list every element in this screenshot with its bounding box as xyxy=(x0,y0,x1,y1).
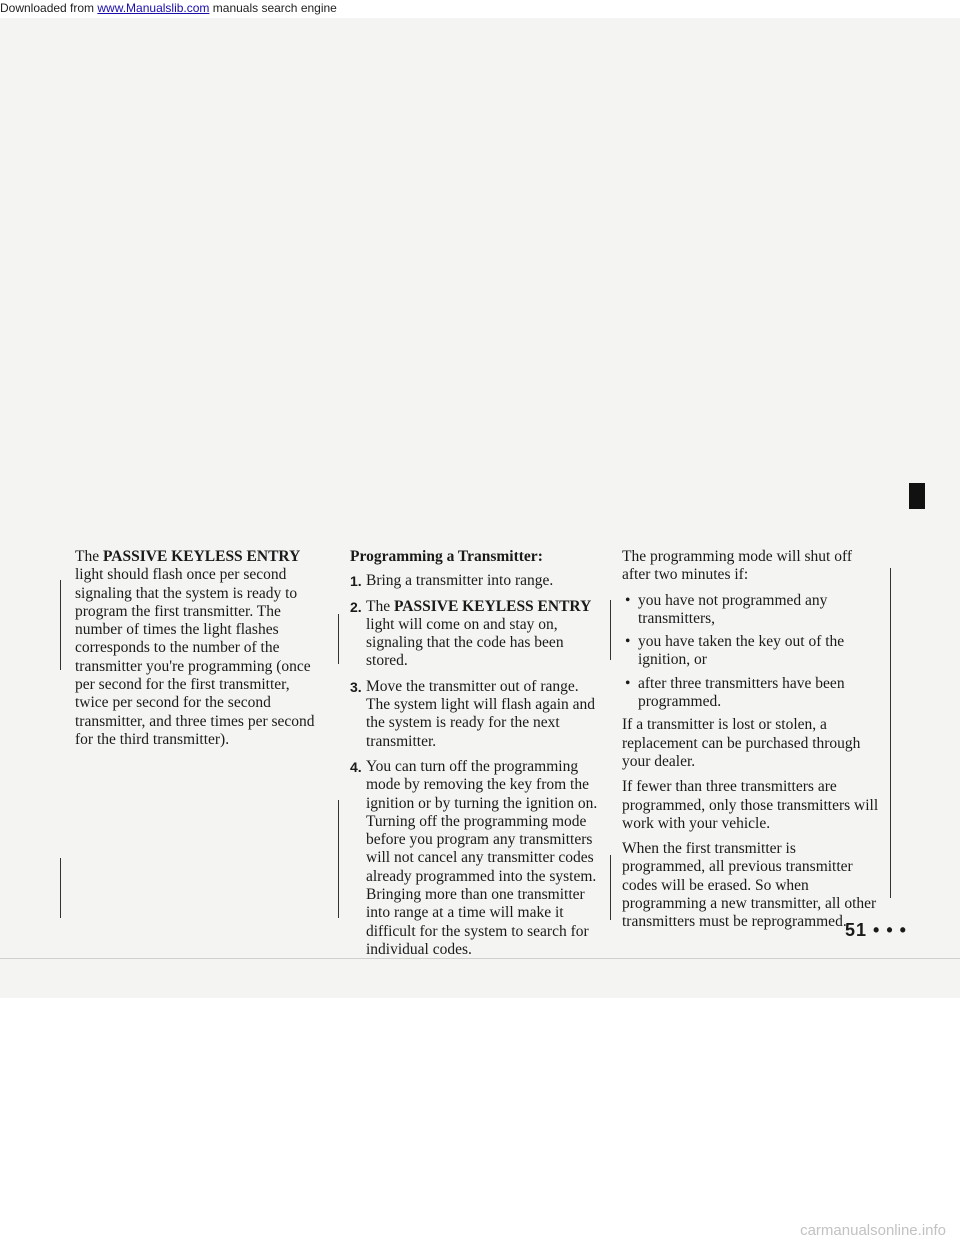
list-item xyxy=(622,633,882,670)
column-middle xyxy=(350,548,600,966)
step-number: 4. xyxy=(350,758,362,775)
passive-keyless-entry-term: PASSIVE KEYLESS ENTRY xyxy=(102,548,301,565)
download-banner xyxy=(0,0,960,16)
bullet-glyph: • xyxy=(625,633,631,651)
step-item xyxy=(350,572,600,590)
lost-transmitter-paragraph: If a transmitter is lost or stolen, a replacement can be purchased through your dealer. xyxy=(622,716,861,770)
column-left xyxy=(75,548,325,756)
passive-keyless-intro xyxy=(75,548,325,749)
intro-body: light should flash once per second signaling that the system is ready to program the first transmitter. The number of times the light flashes corresponds to the number of the transmitter you're programming (once per second for the first transmitter, twice per second for the second transmitter, and three times per second for the third transmitter). xyxy=(75,566,315,748)
step-item xyxy=(350,678,600,751)
step-number: 2. xyxy=(350,598,362,615)
banner-suffix: manuals search engine xyxy=(209,1,337,15)
step-text: Move the transmitter out of range. The system light will flash again and the system is ready for the next transmitter. xyxy=(366,677,596,750)
erase-codes-paragraph: When the first transmitter is programmed, all previous transmitter codes will be erased. So when programming a new transmitter, all other transmitters must be reprogrammed. xyxy=(622,840,877,931)
step-number: 3. xyxy=(350,678,362,695)
list-item-text: you have not programmed any transmitters, xyxy=(638,591,828,627)
step-item xyxy=(350,598,600,671)
change-bar xyxy=(338,800,339,918)
shutoff-intro: The programming mode will shut off after two minutes if: xyxy=(622,548,853,584)
change-bar xyxy=(60,858,61,918)
site-watermark: carmanualsonline.info xyxy=(800,1222,946,1239)
step-text: light will come on and stay on, signaling that the code has been stored. xyxy=(366,615,564,670)
list-item xyxy=(622,675,882,712)
step-text: You can turn off the programming mode by removing the key from the ignition or by turning the ignition on. Turning off the programming mode before you program any transmitters will not cancel any transmitter codes already programmed into the system. Bringing more than one transmitter into range at a time will make it difficult for the system to search for individual codes. xyxy=(366,757,598,958)
bullet-glyph: • xyxy=(625,674,631,692)
change-bar xyxy=(338,614,339,664)
fewer-transmitters-paragraph: If fewer than three transmitters are programmed, only those transmitters will work with your vehicle. xyxy=(622,778,879,832)
page-divider xyxy=(0,958,960,959)
step-item xyxy=(350,758,600,959)
list-item-text: after three transmitters have been programmed. xyxy=(638,674,845,711)
change-bar xyxy=(610,855,611,920)
column-right xyxy=(622,548,882,939)
change-bar xyxy=(890,568,891,898)
change-bar xyxy=(60,580,61,670)
change-bar xyxy=(610,600,611,660)
list-item xyxy=(622,592,882,629)
intro-the: The xyxy=(75,548,103,565)
manualslib-link[interactable]: www.Manualslib.com xyxy=(97,1,210,15)
step-number: 1. xyxy=(350,573,362,590)
page-number: 51 • • • xyxy=(845,920,907,940)
programming-heading: Programming a Transmitter: xyxy=(350,548,543,565)
banner-prefix: Downloaded from xyxy=(0,1,98,15)
passive-keyless-entry-term: PASSIVE KEYLESS ENTRY xyxy=(393,597,592,615)
step-text-pre: The xyxy=(366,597,394,615)
section-tab-marker xyxy=(909,483,925,509)
bullet-glyph: • xyxy=(625,591,631,609)
step-text: Bring a transmitter into range. xyxy=(366,572,554,590)
list-item-text: you have taken the key out of the ignition, or xyxy=(638,633,845,669)
